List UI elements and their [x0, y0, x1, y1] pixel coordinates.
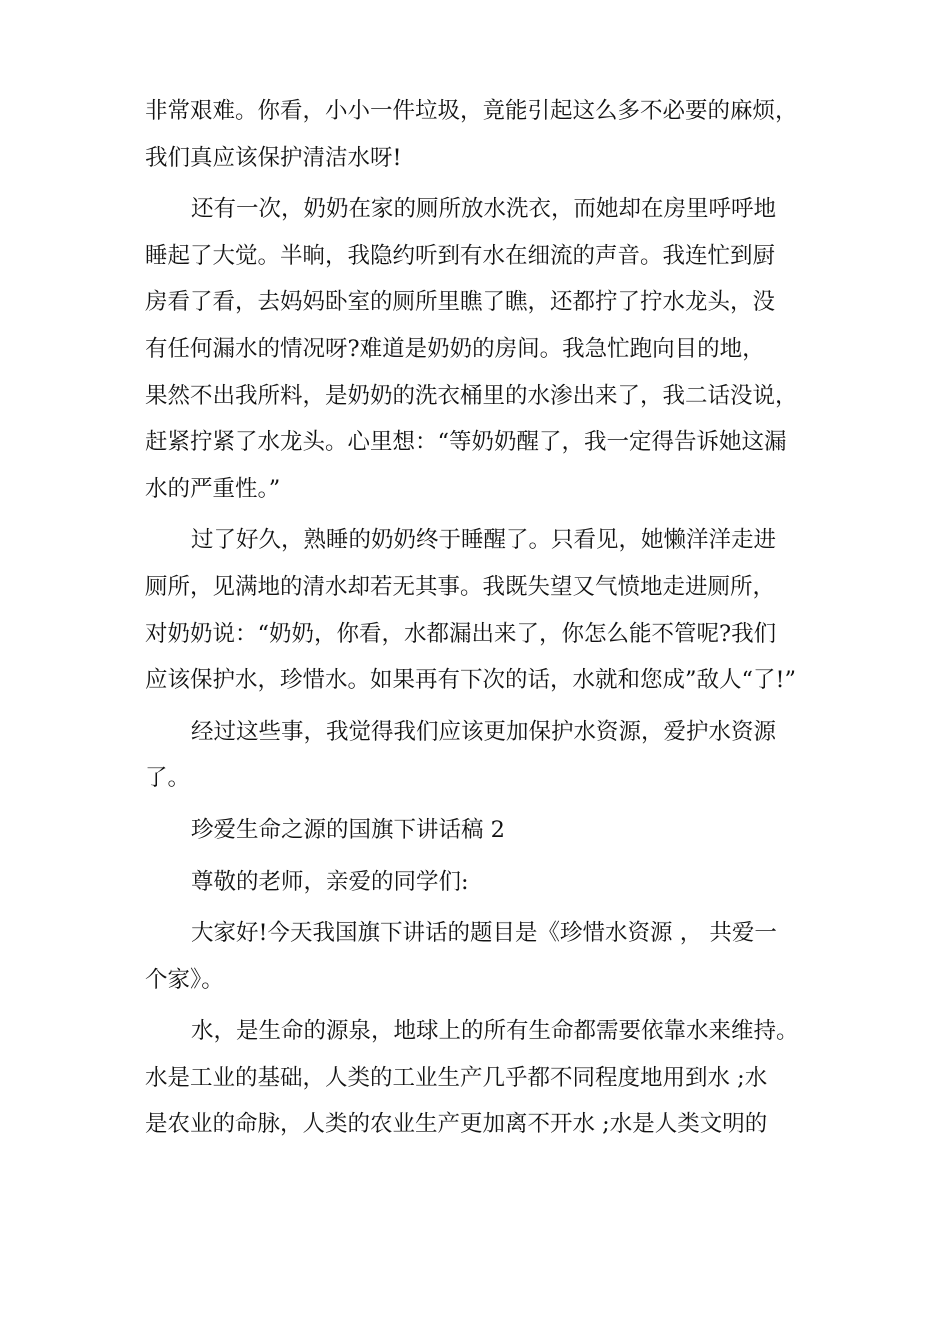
document-body [145, 88, 810, 1148]
text-line: 对奶奶说：“奶奶，你看，水都漏出来了，你怎么能不管呢?我们 [145, 620, 777, 647]
text-line: 水是工业的基础，人类的工业生产几乎都不同程度地用到水 ;水 [145, 1064, 768, 1091]
text-line: 有任何漏水的情况呀?难道是奶奶的房间。我急忙跑向目的地， [145, 335, 765, 362]
paragraph-first-line: 珍爱生命之源的国旗下讲话稿 2 [191, 816, 505, 843]
paragraph-first-line: 经过这些事，我觉得我们应该更加保护水资源，爱护水资源 [191, 718, 777, 745]
paragraph-first-line: 水，是生命的源泉，地球上的所有生命都需要依靠水来维持。 [191, 1018, 799, 1045]
text-line: 睡起了大觉。半晌，我隐约听到有水在细流的声音。我连忙到厨 [145, 242, 776, 269]
paragraph-first-line: 还有一次，奶奶在家的厕所放水洗衣，而她却在房里呼呼地 [191, 196, 777, 223]
text-line: 我们真应该保护清洁水呀! [145, 144, 402, 171]
text-line: 果然不出我所料，是奶奶的洗衣桶里的水渗出来了，我二话没说， [145, 382, 798, 409]
text-line: 房看了看，去妈妈卧室的厕所里瞧了瞧，还都拧了拧水龙头，没 [145, 289, 776, 316]
paragraph-first-line: 过了好久，熟睡的奶奶终于睡醒了。只看见，她懒洋洋走进 [191, 527, 777, 554]
text-line: 水的严重性。” [145, 475, 281, 502]
text-line: 是农业的命脉，人类的农业生产更加离不开水 ;水是人类文明的 [145, 1111, 768, 1138]
text-line: 厕所，见满地的清水却若无其事。我既失望又气愤地走进厕所， [145, 573, 776, 600]
paragraph-first-line: 大家好!今天我国旗下讲话的题目是《珍惜水资源 ， 共爱一 [191, 920, 777, 947]
text-line: 个家》。 [145, 966, 224, 993]
text-line: 了。 [145, 765, 191, 792]
text-line: 非常艰难。你看，小小一件垃圾，竟能引起这么多不必要的麻烦， [145, 98, 798, 124]
paragraph-first-line: 尊敬的老师，亲爱的同学们: [191, 868, 469, 895]
text-line: 赶紧拧紧了水龙头。心里想：“等奶奶醒了，我一定得告诉她这漏 [145, 429, 787, 456]
text-line: 应该保护水，珍惜水。如果再有下次的话，水就和您成”敌人“了!” [145, 667, 797, 694]
